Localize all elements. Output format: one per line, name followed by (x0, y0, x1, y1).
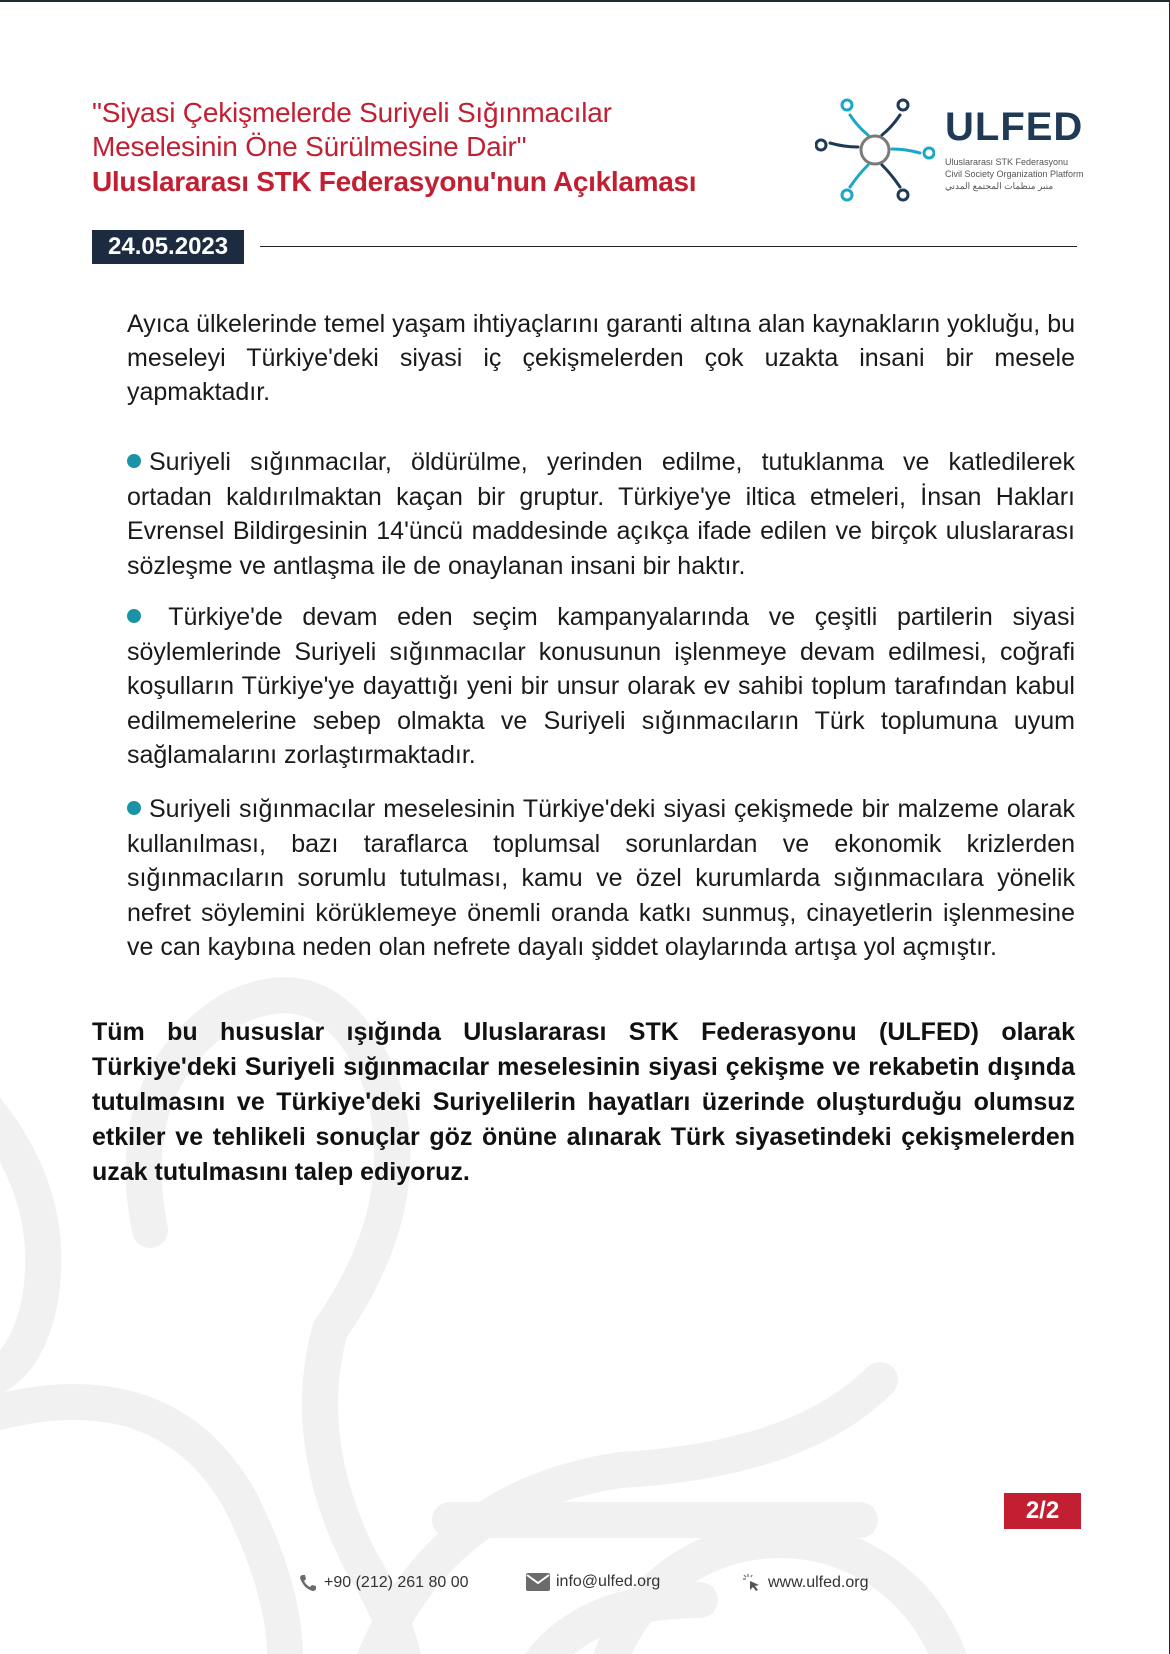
subtitle: Uluslararası STK Federasyonu'nun Açıklaması (92, 166, 697, 197)
logo-wordmark: ULFED (945, 105, 1084, 149)
title-line-1: "Siyasi Çekişmelerde Suriyeli Sığınmacılar (92, 97, 612, 128)
date-row (92, 230, 1077, 264)
logo-emblem-icon (815, 95, 935, 205)
bullet-text-2: Türkiye'de devam eden seçim kampanyalarında ve çeşitli partilerin siyasi söylemlerinde Suriyeli sığınmacılar konusunun işlenmeye devam edilmesi, coğrafi koşulların Türkiye'ye dayattığı yeni bir unsur olarak ev sahibi toplum tarafından kabul edilmemelerine sebep olmakta ve Suriyeli sığınmacıların Türk toplumuna uyum sağlamalarını zorlaştırmaktadır. (127, 603, 1075, 769)
date-divider (260, 246, 1077, 247)
cursor-click-icon (742, 1573, 762, 1593)
bullet-text-1: Suriyeli sığınmacılar, öldürülme, yerinden edilme, tutuklanma ve katledilerek ortadan kaldırılmaktan kaçan bir gruptur. Türkiye'ye iltica etmeleri, İnsan Hakları Evrensel Bildirgesinin 14'üncü maddesinde açıkça ifade edilen ve birçok uluslararası sözleşme ve antlaşma ile de onaylanan insani bir haktır. (127, 448, 1075, 580)
footer-contacts (0, 1573, 1170, 1603)
logo-subtitle-tr: Uluslararası STK Federasyonu (945, 157, 1069, 167)
watermark-leaf-3 (320, 1330, 405, 1654)
bullet-paragraph-1 (127, 445, 1075, 583)
bullet-paragraph-2 (127, 600, 1075, 773)
watermark-curve (360, 1380, 880, 1654)
email-text: info@ulfed.org (556, 1573, 661, 1590)
watermark-leaf-1 (0, 1080, 43, 1383)
bullet-dot-icon (127, 609, 141, 623)
bullet-dot-icon (127, 801, 141, 815)
bullet-dot-icon (127, 454, 141, 468)
conclusion-paragraph: Tüm bu hususlar ışığında Uluslararası STK Federasyonu (ULFED) olarak Türkiye'deki Suriyeli sığınmacılar meselesinin siyasi çekişme ve rekabetin dışında tutulmasını ve Türkiye'deki Suriyelilerin hayatları üzerinde oluşturduğu olumsuz etkiler ve tehlikeli sonuçlar göz önüne alınarak Türk siyasetindeki çekişmelerden uzak tutulmasını talep ediyoruz. (92, 1018, 1075, 1186)
ulfed-logo (815, 95, 1095, 210)
logo-subtitle-ar: منبر منظمات المجتمع المدني (945, 181, 1054, 191)
intro-paragraph: Ayıca ülkelerinde temel yaşam ihtiyaçlarını garanti altına alan kaynakların yokluğu, bu meseleyi Türkiye'deki siyasi iç çekişmelerden çok uzakta insani bir mesele yapmaktadır. (127, 310, 1075, 406)
mail-icon (526, 1573, 550, 1591)
phone-text: +90 (212) 261 80 00 (324, 1574, 469, 1591)
footer-website[interactable] (742, 1573, 869, 1593)
footer-email[interactable] (526, 1573, 660, 1591)
title-line-2: Meselesinin Öne Sürülmesine Dair" (92, 131, 527, 162)
watermark-arc (520, 1600, 700, 1654)
watermark-circle-1 (0, 1402, 285, 1654)
page-indicator: 2/2 (1004, 1493, 1081, 1529)
bullet-text-3: Suriyeli sığınmacılar meselesinin Türkiye'deki siyasi çekişmede bir malzeme olarak kullanılması, bazı taraflarca toplumsal sorunlardan ve ekonomik krizlerden sığınmacıların sorumlu tutulması, kamu ve özel kurumlarda sığınmacılara yönelik nefret söylemini körüklemeye önemli oranda katkı sunmuş, cinayetlerin işlenmesine ve can kaybına neden olan nefrete dayalı şiddet olaylarında artışa yol açmıştır. (127, 795, 1075, 961)
bullet-paragraph-3 (127, 792, 1075, 965)
date-badge: 24.05.2023 (92, 230, 244, 264)
document-title (92, 96, 792, 200)
logo-subtitle-en: Civil Society Organization Platform (945, 169, 1084, 179)
phone-icon (298, 1573, 318, 1593)
top-border (0, 0, 1170, 2)
footer-phone[interactable] (298, 1573, 469, 1593)
website-text: www.ulfed.org (768, 1574, 869, 1591)
